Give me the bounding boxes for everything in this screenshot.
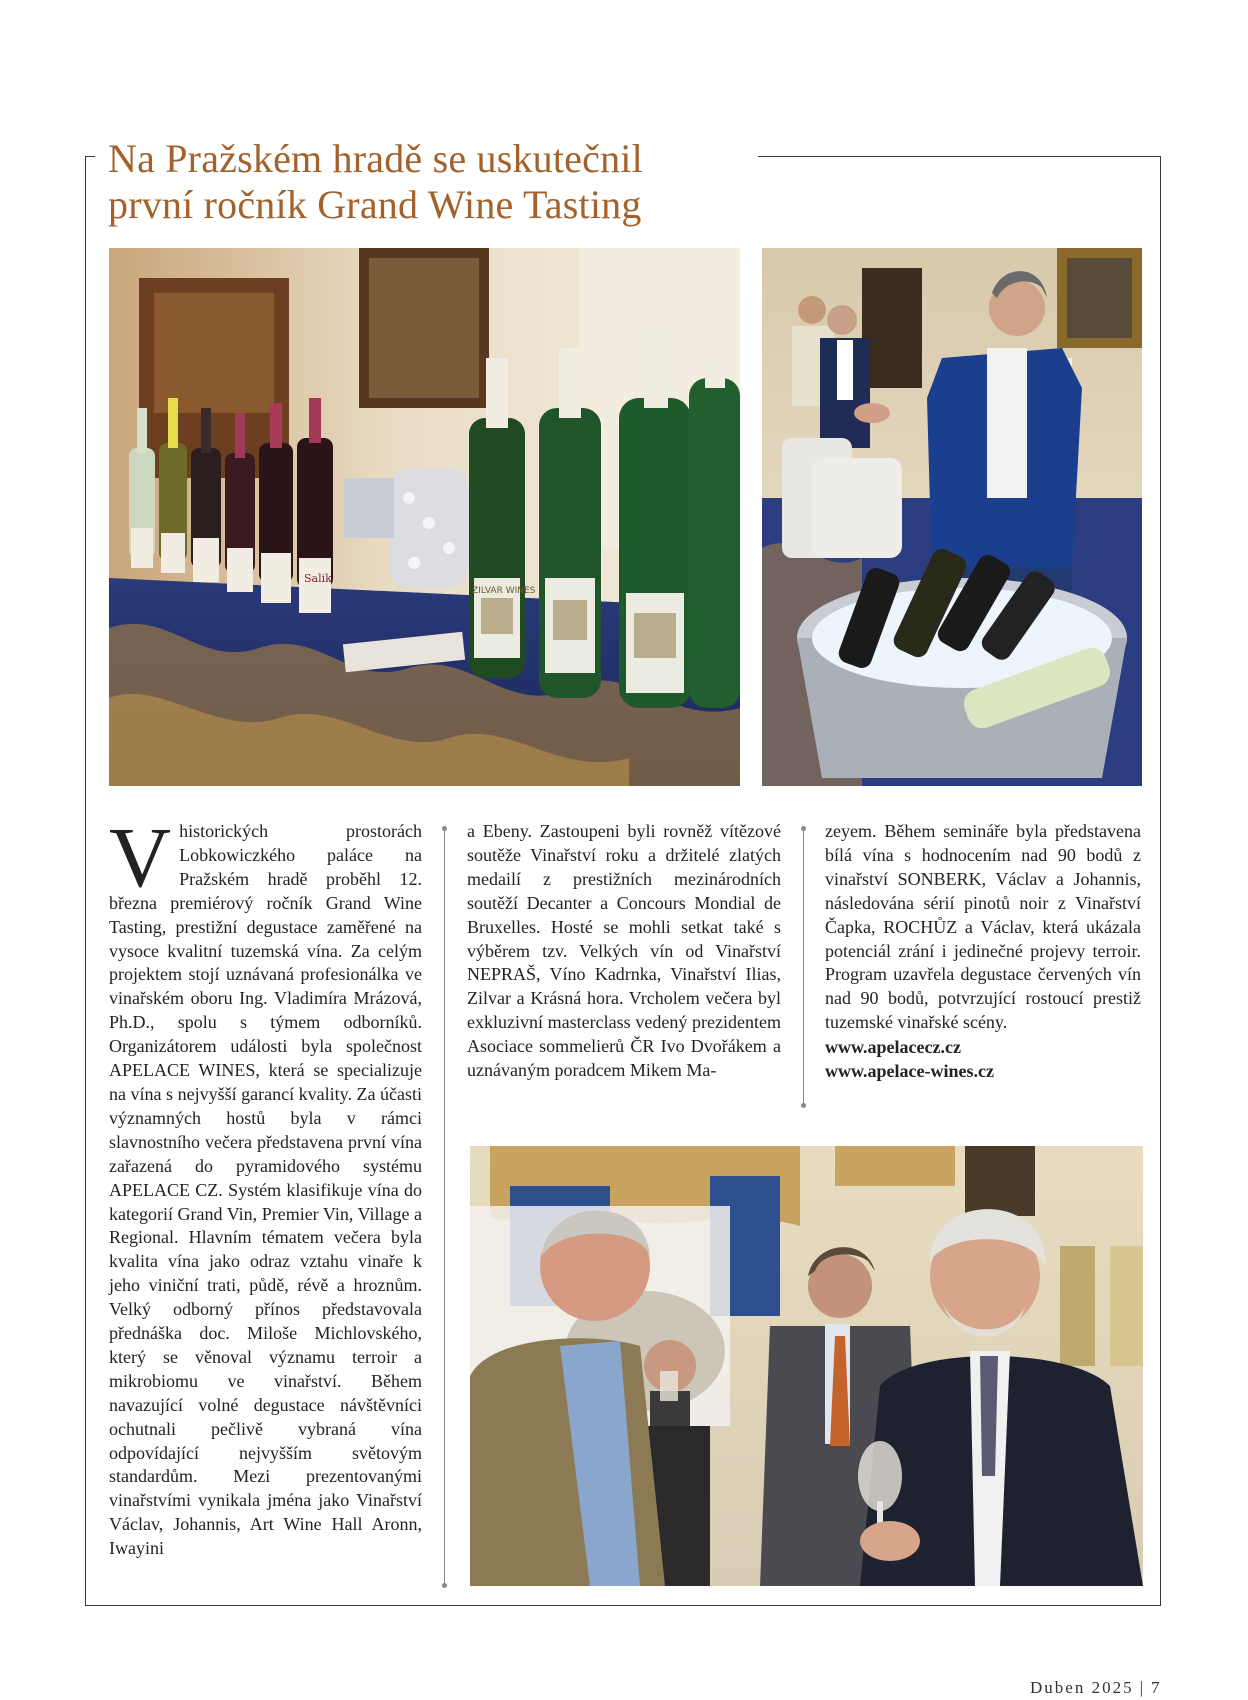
website-links xyxy=(825,1035,1141,1083)
article-column-2 xyxy=(467,820,781,1083)
article-column-1 xyxy=(109,809,422,1561)
link-apelacecz[interactable]: www.apelacecz.cz xyxy=(825,1037,961,1058)
column-2-text: a Ebeny. Zastoupeni byli rovněž vítězové soutěže Vinařství roku a držitelé zlatých medailí z prestižních mezinárodních soutěží Decanter a Concours Mondial de Bruxelles. Hosté se mohli setkat také s výběrem tzv. Velkých vín od Vinařství NEPRAŠ, Víno Kadrnka, Vinařství Ilias, Zilvar a Krásná hora. Vrcholem večera byl exkluzivní masterclass vedený prezidentem Asociace sommelierů ČR Ivo Dvořákem a uznávaným poradcem Mikem Ma- xyxy=(467,821,781,1081)
column-1-text: historických prostorách Lobkowiczkého paláce na Pražském hradě proběhl 12. března premiérový ročník Grand Wine Tasting, prestižní degustace zaměřené na vysoce kvalitní tuzemská vína. Za celým projektem stojí uznávaná profesionálka ve vinařském oboru Ing. Vladimíra Mrázová, Ph.D., spolu s týmem odborníků. Organizátorem události byla společnost APELACE WINES, která se specializuje na vína s nejvyšší garancí kvality. Za účasti významných hostů byla v rámci slavnostního večera představena první vína zařazená do pyramidového systému APELACE CZ. Systém klasifikuje vína do kategorií Grand Vin, Premier Vin, Village a Regional. Hlavním tématem večera byla kvalita vína jako odraz vztahu vinaře k jeho viniční trati, půdě, révě a hroznům. Velký odborný přínos představovala přednáška doc. Miloše Michlovského, který se věnoval významu terroir a mikrobiomu ve vinařství. Během navazující volné degustace návštěvníci ochutnali pečlivě vybraná vína odpovídající nejvyšším světovým standardům. Mezi prezentovanými vinařstvími vynikala jména jako Vinařství Václav, Johannis, Art Wine Hall Aronn, Iwayini xyxy=(109,821,422,1559)
salik-label: Salik xyxy=(304,572,332,585)
footer-separator: | xyxy=(1139,1678,1145,1697)
link-apelace-wines[interactable]: www.apelace-wines.cz xyxy=(825,1061,994,1082)
issue-date: Duben 2025 xyxy=(1030,1678,1134,1697)
page-number: 7 xyxy=(1150,1678,1162,1697)
column-divider-2 xyxy=(803,828,804,1106)
column-3-text: zeyem. Během semináře byla představena bílá vína s hodnocením nad 90 bodů z vinařství SONBERK, Václav a Johannis, následována sérií pinotů noir z Vinařství Čapka, ROCHŮZ a Václav, která ukázala potenciál zrání i jedinečné projevy terroir. Program uzavřela degustace červených vín nad 90 bodů, potvrzující rostoucí prestiž tuzemské vinařské scény. xyxy=(825,821,1141,1033)
wine-bottles-photo xyxy=(109,248,740,786)
zilvar-label: ZILVAR WINES xyxy=(472,586,536,596)
title-line-1: Na Pražském hradě se uskutečnil xyxy=(108,136,643,181)
dropcap: V xyxy=(109,809,172,905)
speaker-ice-bucket-photo xyxy=(762,248,1142,786)
guests-conversation-photo xyxy=(470,1146,1143,1586)
article-title xyxy=(108,136,768,228)
page-footer xyxy=(1030,1678,1161,1698)
column-divider-1 xyxy=(444,828,445,1586)
article-column-3 xyxy=(825,820,1141,1083)
title-line-2: první ročník Grand Wine Tasting xyxy=(108,182,642,227)
